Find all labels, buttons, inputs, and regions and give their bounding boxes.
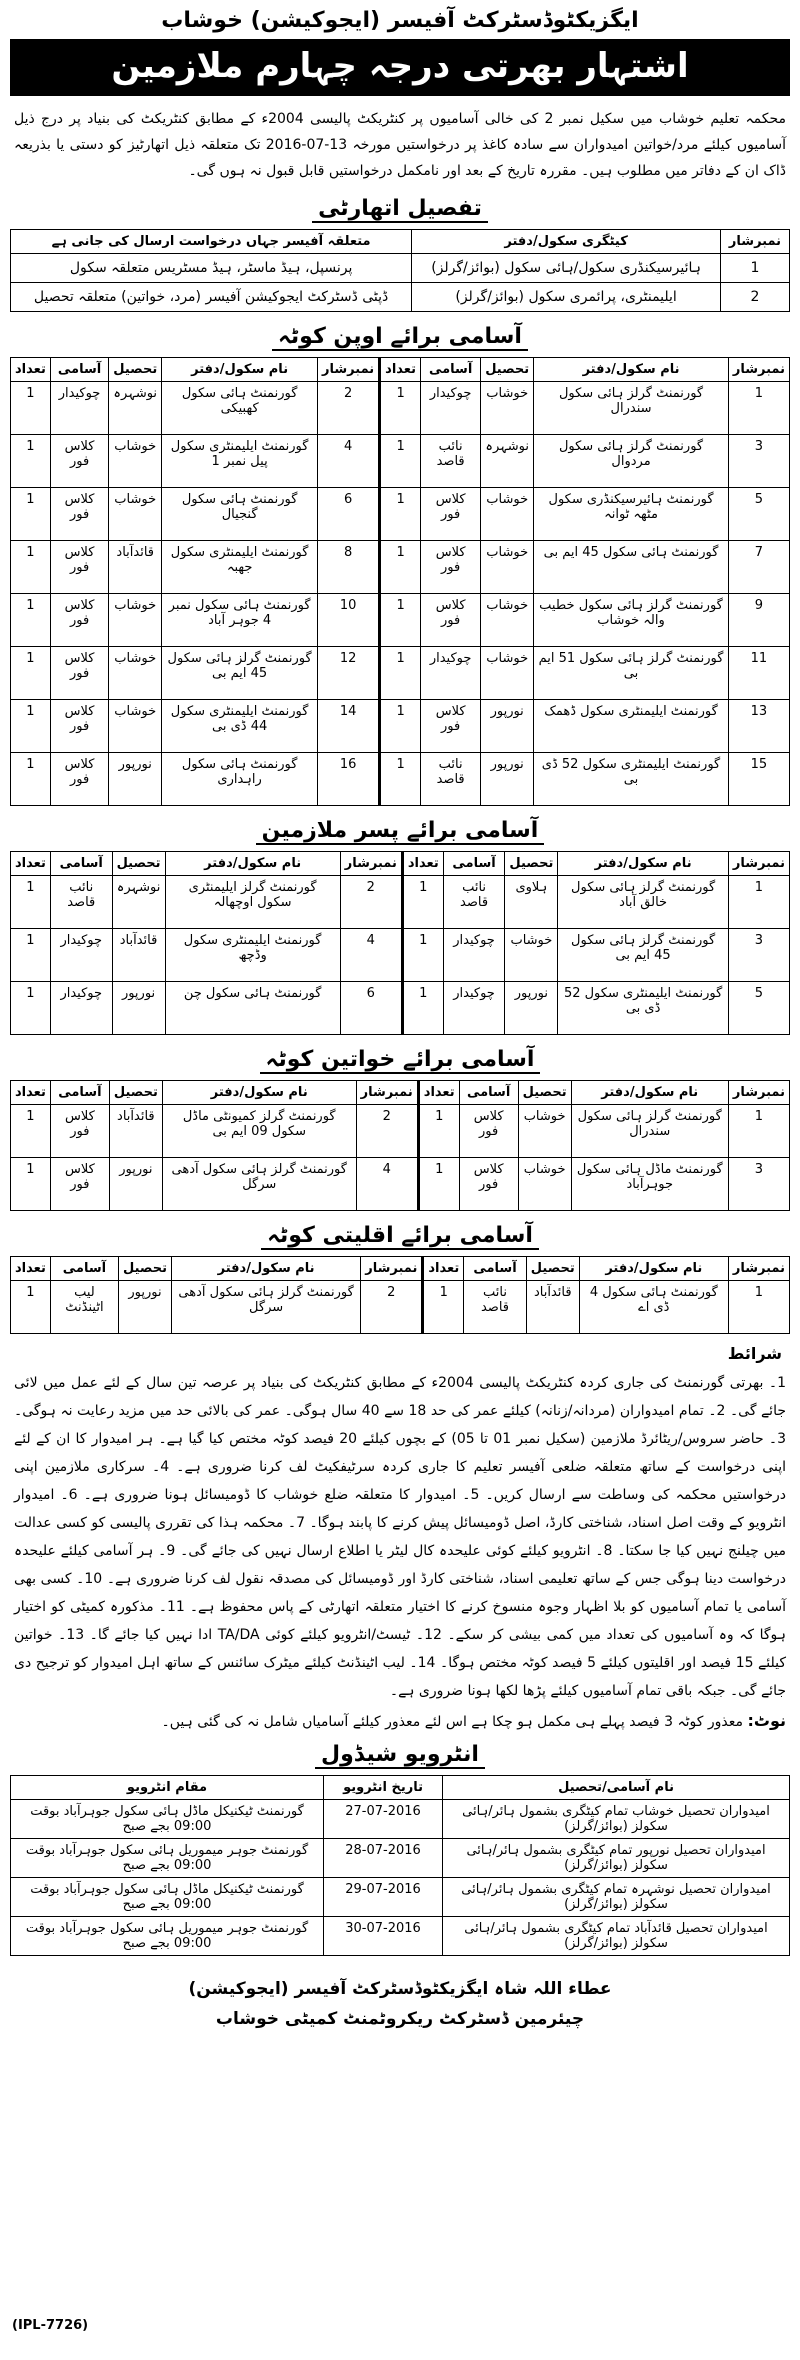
quota-row	[11, 929, 790, 982]
quota-header-cell: نام سکول/دفتر	[571, 1081, 728, 1105]
authority-cell: ہائیرسیکنڈری سکول/ہائی سکول (بوائز/گرلز)	[412, 254, 721, 283]
quota-header-cell: آسامی	[50, 852, 112, 876]
quota-header-cell: آسامی	[443, 852, 505, 876]
quota-cell: کلاس فور	[50, 435, 108, 488]
quota-cell: گورنمنٹ گرلز ہائی سکول آدھی سرگل	[162, 1158, 356, 1211]
quota-cell: 1	[380, 541, 421, 594]
quota-cell: نائب قاصد	[421, 753, 481, 806]
quota-cell: 9	[728, 594, 789, 647]
quota-cell: لیب اٹینڈنٹ	[50, 1281, 118, 1334]
quota-cell: نوشہرہ	[112, 876, 165, 929]
quota-cell: کلاس فور	[50, 647, 108, 700]
quota-cell: ہلاوی	[505, 876, 558, 929]
quota-cell: 1	[11, 1105, 51, 1158]
quota-cell: 3	[728, 1158, 789, 1211]
quota-cell: گورنمنٹ ہائی سکول نمبر 4 جوہر آباد	[162, 594, 318, 647]
quota-row	[11, 876, 790, 929]
quota-header-cell: آسامی	[50, 358, 108, 382]
authority-header-cell: کیٹگری سکول/دفتر	[412, 230, 721, 254]
quota-cell: 1	[11, 488, 51, 541]
schedule-cell: امیدواران تحصیل خوشاب تمام کیٹگری بشمول ہائر/ہائی سکولز (بوائز/گرلز)	[443, 1800, 790, 1839]
open-quota-table	[10, 357, 790, 806]
quota-cell: کلاس فور	[421, 700, 481, 753]
quota-row	[11, 594, 790, 647]
authority-cell: پرنسپل، ہیڈ ماسٹر، ہیڈ مسٹریس متعلقہ سکول	[11, 254, 412, 283]
quota-cell: 1	[728, 876, 789, 929]
authority-table	[10, 229, 790, 312]
quota-cell: 1	[418, 1105, 459, 1158]
quota-cell: کلاس فور	[50, 753, 108, 806]
conditions-text: 1۔ بھرتی گورنمنٹ کی جاری کردہ کنٹریکٹ پالیسی 2004ء کے مطابق کنٹریکٹ کی بنیاد پر عرصہ تین سال کے لئے عمل میں لائی جائے گی۔ 2۔ تمام امیدواران (مردانہ/زنانہ) کیلئے عمر کی حد 18 سے 40 سال ہوگی۔ عمر کی بالائی حد میں مزید رعایت نہ ہوگی۔ 3۔ حاضر سروس/ریٹائرڈ ملازمین (سکیل نمبر 01 تا 05) کے بچوں کیلئے 20 فیصد کوٹہ مختص کیا گیا ہے۔ ہر امیدوار کا ان کے لئے اپنی درخواست کے ساتھ متعلقہ ضلعی آفیسر تعلیم کا جاری کردہ سرٹیفکیٹ لف کرنا ضروری ہے۔ 4۔ سرکاری ملازمین اپنی درخواستیں محکمہ کی وساطت سے ارسال کریں۔ 5۔ امیدوار کا متعلقہ ضلع خوشاب کا ڈومیسائل ہونا ضروری ہے۔ 6۔ امیدوار انٹرویو کے وقت اصل اسناد، شناختی کارڈ، اصل ڈومیسائل پیش کرنے کا پابند ہوگا۔ 7۔ محکمہ ہذا کی تقرری پالیسی کو کسی عدالت میں چیلنج نہیں کیا جا سکتا۔ 8۔ انٹرویو کیلئے کوئی علیحدہ کال لیٹر یا اطلاع ارسال نہیں کی جائے گی۔ 9۔ ہر آسامی کیلئے علیحدہ درخواست دینا ہوگی جس کے ساتھ تعلیمی اسناد، شناختی کارڈ اور ڈومیسائل کی مصدقہ نقول لف کرنا ضروری ہے۔ 10۔ کسی بھی آسامی یا تمام آسامیوں کو بلا اظہار وجوہ منسوخ کرنے کا اختیار متعلقہ اتھارٹی کے پاس محفوظ ہے۔ 11۔ مذکورہ کمیٹی کو اختیار ہوگا کہ وہ آسامیوں کی تعداد میں کمی بیشی کر سکے۔ 12۔ ٹیسٹ/انٹرویو کیلئے کوئی TA/DA ادا نہیں کیا جائے گا۔ 13۔ خواتین کیلئے 15 فیصد اور اقلیتوں کیلئے 5 فیصد کوٹہ مختص ہوگا۔ 14۔ لیب اٹینڈنٹ کیلئے میٹرک سائنس کے ساتھ اہل امیدوار کو ترجیح دی جائے گی۔ جبکہ باقی تمام آسامیوں کیلئے پڑھا لکھا ہونا ضروری ہے۔	[14, 1375, 787, 1699]
quota-header-cell: تعداد	[380, 358, 421, 382]
open-quota-title: آسامی برائے اوپن کوٹہ	[10, 324, 790, 349]
schedule-header-cell: مقام انٹرویو	[11, 1776, 324, 1800]
quota-header-cell: تحصیل	[481, 358, 534, 382]
quota-row	[11, 982, 790, 1035]
quota-header-cell: تحصیل	[112, 852, 165, 876]
schedule-title: انٹرویو شیڈول	[10, 1742, 790, 1767]
minority-quota-table	[10, 1256, 790, 1334]
quota-row	[11, 647, 790, 700]
quota-cell: نائب قاصد	[50, 876, 112, 929]
quota-header-cell: نمبرشار	[728, 1081, 789, 1105]
quota-cell: 1	[728, 1105, 789, 1158]
quota-header-cell: نمبرشار	[728, 1257, 789, 1281]
quota-cell: گورنمنٹ گرلز ہائی سکول خطیب والہ خوشاب	[534, 594, 729, 647]
schedule-row	[11, 1917, 790, 1956]
authority-row	[11, 283, 790, 312]
quota-cell: خوشاب	[481, 594, 534, 647]
quota-cell: 1	[11, 753, 51, 806]
signature-block	[10, 1974, 790, 2034]
authority-cell: ڈپٹی ڈسٹرکٹ ایجوکیشن آفیسر (مرد، خواتین) متعلقہ تحصیل	[11, 283, 412, 312]
quota-header-cell: نام سکول/دفتر	[534, 358, 729, 382]
quota-row	[11, 435, 790, 488]
schedule-cell: 27-07-2016	[324, 1800, 443, 1839]
quota-cell: 3	[728, 929, 789, 982]
quota-cell: 4	[340, 929, 402, 982]
quota-cell: کلاس فور	[459, 1105, 518, 1158]
quota-cell: چوکیدار	[443, 982, 505, 1035]
quota-cell: گورنمنٹ ہائی سکول چن	[165, 982, 340, 1035]
quota-cell: قائدآباد	[526, 1281, 579, 1334]
quota-cell: 2	[340, 876, 402, 929]
quota-cell: 1	[380, 382, 421, 435]
quota-cell: 1	[11, 1281, 51, 1334]
quota-header-cell: آسامی	[421, 358, 481, 382]
quota-header-cell: تحصیل	[518, 1081, 571, 1105]
quota-row	[11, 382, 790, 435]
quota-cell: 1	[11, 435, 51, 488]
quota-cell: خوشاب	[109, 700, 162, 753]
quota-cell: 8	[318, 541, 380, 594]
note-block	[14, 1711, 786, 1730]
quota-cell: 6	[318, 488, 380, 541]
schedule-table	[10, 1775, 790, 1956]
quota-header-cell: تعداد	[418, 1081, 459, 1105]
quota-cell: 1	[11, 876, 51, 929]
quota-cell: 6	[340, 982, 402, 1035]
quota-cell: نوشہرہ	[109, 382, 162, 435]
quota-cell: گورنمنٹ ہائیرسیکنڈری سکول مٹھہ ٹوانہ	[534, 488, 729, 541]
authority-cell: 1	[721, 254, 790, 283]
quota-cell: 4	[356, 1158, 418, 1211]
schedule-cell: 29-07-2016	[324, 1878, 443, 1917]
schedule-cell: 30-07-2016	[324, 1917, 443, 1956]
quota-cell: 1	[11, 700, 51, 753]
quota-cell: نورپور	[505, 982, 558, 1035]
schedule-row	[11, 1878, 790, 1917]
quota-cell: گورنمنٹ ہائی سکول 4 ڈی اے	[579, 1281, 728, 1334]
conditions-block	[14, 1340, 786, 1705]
quota-cell: 1	[11, 541, 51, 594]
quota-cell: چوکیدار	[50, 982, 112, 1035]
quota-cell: گورنمنٹ گرلز ہائی سکول خالق آباد	[558, 876, 728, 929]
quota-cell: خوشاب	[505, 929, 558, 982]
schedule-row	[11, 1800, 790, 1839]
quota-header-cell: نام سکول/دفتر	[162, 1081, 356, 1105]
schedule-header-row	[11, 1776, 790, 1800]
quota-cell: گورنمنٹ ایلیمنٹری سکول پیل نمبر 1	[162, 435, 318, 488]
quota-cell: گورنمنٹ ایلیمنٹری سکول 52 ڈی بی	[534, 753, 729, 806]
quota-header-cell: آسامی	[464, 1257, 527, 1281]
quota-header-row	[11, 1081, 790, 1105]
quota-cell: گورنمنٹ ایلیمنٹری سکول 52 ڈی بی	[558, 982, 728, 1035]
schedule-cell: گورنمنٹ ٹیکنیکل ماڈل ہائی سکول جوہرآباد بوقت 09:00 بجے صبح	[11, 1878, 324, 1917]
quota-cell: قائدآباد	[109, 1105, 162, 1158]
quota-cell: 1	[380, 594, 421, 647]
conditions-heading: شرائط	[727, 1344, 782, 1363]
quota-cell: نائب قاصد	[421, 435, 481, 488]
son-quota-title: آسامی برائے پسر ملازمین	[10, 818, 790, 843]
quota-cell: 4	[318, 435, 380, 488]
schedule-cell: گورنمنٹ جوہر میموریل ہائی سکول جوہرآباد بوقت 09:00 بجے صبح	[11, 1917, 324, 1956]
authority-header-cell: نمبرشار	[721, 230, 790, 254]
advertisement-page	[10, 0, 790, 2034]
authority-cell: ایلیمنٹری، پرائمری سکول (بوائز/گرلز)	[412, 283, 721, 312]
son-quota-table	[10, 851, 790, 1035]
quota-cell: خوشاب	[109, 488, 162, 541]
quota-cell: گورنمنٹ گرلز کمیونٹی ماڈل سکول 09 ایم بی	[162, 1105, 356, 1158]
quota-header-cell: نمبرشار	[728, 358, 789, 382]
quota-header-cell: نمبرشار	[728, 852, 789, 876]
authority-header-cell: متعلقہ آفیسر جہاں درخواست ارسال کی جانی ہے	[11, 230, 412, 254]
quota-cell: 1	[728, 382, 789, 435]
quota-cell: چوکیدار	[421, 647, 481, 700]
quota-cell: 1	[402, 929, 443, 982]
quota-cell: 13	[728, 700, 789, 753]
quota-header-cell: آسامی	[50, 1081, 109, 1105]
quota-cell: گورنمنٹ گرلز ہائی سکول آدھی سرگل	[171, 1281, 360, 1334]
quota-header-row	[11, 1257, 790, 1281]
quota-cell: 15	[728, 753, 789, 806]
quota-cell: 5	[728, 488, 789, 541]
quota-cell: 1	[402, 876, 443, 929]
quota-row	[11, 753, 790, 806]
quota-cell: 1	[380, 647, 421, 700]
quota-row	[11, 1158, 790, 1211]
quota-header-cell: نمبرشار	[318, 358, 380, 382]
quota-cell: خوشاب	[109, 435, 162, 488]
quota-cell: خوشاب	[109, 647, 162, 700]
quota-cell: نائب قاصد	[464, 1281, 527, 1334]
quota-cell: چوکیدار	[50, 382, 108, 435]
schedule-header-cell: تاریخ انٹرویو	[324, 1776, 443, 1800]
quota-cell: خوشاب	[481, 541, 534, 594]
intro-paragraph: محکمہ تعلیم خوشاب میں سکیل نمبر 2 کی خالی آسامیوں پر کنٹریکٹ پالیسی 2004ء کے مطابق کنٹریکٹ کی بنیاد پر درج ذیل آسامیوں کیلئے مرد/خواتین امیدواران سے سادہ کاغذ پر درخواستیں مورخہ 13-07-2016 تک متعلقہ ذیل اتھارٹیز کو دستی یا بذریعہ ڈاک ان کے دفاتر میں مطلوب ہیں۔ مقررہ تاریخ کے بعد اور نامکمل درخواستیں قابل قبول نہ ہوں گی۔	[14, 111, 787, 179]
quota-row	[11, 1281, 790, 1334]
quota-cell: خوشاب	[109, 594, 162, 647]
quota-cell: چوکیدار	[50, 929, 112, 982]
quota-header-cell: نمبرشار	[356, 1081, 418, 1105]
quota-cell: گورنمنٹ ایلیمنٹری سکول ڈھمک	[534, 700, 729, 753]
quota-cell: کلاس فور	[421, 488, 481, 541]
quota-cell: 1	[380, 700, 421, 753]
quota-cell: نورپور	[119, 1281, 172, 1334]
quota-cell: چوکیدار	[443, 929, 505, 982]
schedule-cell: 28-07-2016	[324, 1839, 443, 1878]
quota-row	[11, 700, 790, 753]
office-title: ایگزیکٹوڈسٹرکٹ آفیسر (ایجوکیشن) خوشاب	[161, 8, 639, 33]
schedule-cell: گورنمنٹ ٹیکنیکل ماڈل ہائی سکول جوہرآباد بوقت 09:00 بجے صبح	[11, 1800, 324, 1839]
quota-cell: خوشاب	[518, 1105, 571, 1158]
quota-header-cell: نمبرشار	[340, 852, 402, 876]
quota-cell: 2	[356, 1105, 418, 1158]
schedule-row	[11, 1839, 790, 1878]
quota-cell: چوکیدار	[421, 382, 481, 435]
quota-cell: 1	[11, 929, 51, 982]
quota-cell: گورنمنٹ گرلز ہائی سکول 45 ایم بی	[162, 647, 318, 700]
quota-cell: گورنمنٹ ایلیمنٹری سکول وڈچھ	[165, 929, 340, 982]
quota-header-cell: تحصیل	[505, 852, 558, 876]
quota-cell: گورنمنٹ گرلز ہائی سکول سندرال	[534, 382, 729, 435]
quota-cell: خوشاب	[518, 1158, 571, 1211]
quota-row	[11, 541, 790, 594]
quota-cell: 1	[11, 594, 51, 647]
authority-header-row	[11, 230, 790, 254]
quota-row	[11, 488, 790, 541]
quota-cell: گورنمنٹ ہائی سکول راہداری	[162, 753, 318, 806]
quota-cell: گورنمنٹ گرلز ایلیمنٹری سکول اوچھالہ	[165, 876, 340, 929]
quota-cell: 1	[402, 982, 443, 1035]
schedule-cell: گورنمنٹ جوہر میموریل ہائی سکول جوہرآباد بوقت 09:00 بجے صبح	[11, 1839, 324, 1878]
quota-cell: 11	[728, 647, 789, 700]
quota-cell: 1	[728, 1281, 789, 1334]
quota-cell: 1	[11, 982, 51, 1035]
quota-cell: کلاس فور	[50, 700, 108, 753]
quota-header-cell: تحصیل	[526, 1257, 579, 1281]
quota-cell: خوشاب	[481, 647, 534, 700]
quota-cell: گورنمنٹ ہائی سکول 45 ایم بی	[534, 541, 729, 594]
quota-header-cell: تعداد	[423, 1257, 464, 1281]
quota-cell: کلاس فور	[421, 594, 481, 647]
schedule-cell: امیدواران تحصیل نورپور تمام کیٹگری بشمول ہائر/ہائی سکولز (بوائز/گرلز)	[443, 1839, 790, 1878]
quota-cell: گورنمنٹ ہائی سکول کھبیکی	[162, 382, 318, 435]
signatory-name: عطاء اللہ شاہ ایگزیکٹوڈسٹرکٹ آفیسر (ایجوکیشن)	[188, 1979, 612, 1999]
quota-cell: نورپور	[109, 1158, 162, 1211]
quota-cell: کلاس فور	[421, 541, 481, 594]
quota-cell: 1	[418, 1158, 459, 1211]
quota-cell: نورپور	[109, 753, 162, 806]
quota-cell: 1	[380, 435, 421, 488]
quota-cell: گورنمنٹ گرلز ہائی سکول سندرال	[571, 1105, 728, 1158]
quota-cell: 1	[11, 647, 51, 700]
quota-cell: نورپور	[481, 753, 534, 806]
quota-cell: 1	[11, 1158, 51, 1211]
schedule-header-cell: نام آسامی/تحصیل	[443, 1776, 790, 1800]
quota-cell: نورپور	[112, 982, 165, 1035]
ad-banner: اشتہار بھرتی درجہ چہارم ملازمین	[10, 39, 790, 96]
quota-cell: 16	[318, 753, 380, 806]
authority-title: تفصیل اتھارٹی	[10, 196, 790, 221]
quota-cell: گورنمنٹ ہائی سکول گنجیال	[162, 488, 318, 541]
quota-cell: خوشاب	[481, 382, 534, 435]
quota-header-cell: تعداد	[11, 1257, 51, 1281]
quota-cell: گورنمنٹ گرلز ہائی سکول 51 ایم بی	[534, 647, 729, 700]
quota-header-cell: نام سکول/دفتر	[171, 1257, 360, 1281]
quota-cell: کلاس فور	[50, 1158, 109, 1211]
quota-header-cell: نام سکول/دفتر	[558, 852, 728, 876]
quota-header-cell: آسامی	[50, 1257, 118, 1281]
quota-header-cell: تعداد	[11, 1081, 51, 1105]
quota-cell: 2	[361, 1281, 423, 1334]
quota-header-row	[11, 852, 790, 876]
quota-cell: 5	[728, 982, 789, 1035]
note-label: نوٹ:	[747, 1711, 786, 1730]
ipl-code: (IPL-7726)	[12, 2318, 89, 2333]
quota-cell: کلاس فور	[50, 488, 108, 541]
quota-cell: 1	[380, 488, 421, 541]
quota-header-cell: نام سکول/دفتر	[162, 358, 318, 382]
quota-header-cell: تعداد	[402, 852, 443, 876]
quota-header-cell: آسامی	[459, 1081, 518, 1105]
quota-header-cell: تحصیل	[109, 1081, 162, 1105]
quota-header-row	[11, 358, 790, 382]
women-quota-title: آسامی برائے خواتین کوٹہ	[10, 1047, 790, 1072]
minority-quota-title: آسامی برائے اقلیتی کوٹہ	[10, 1223, 790, 1248]
quota-cell: نائب قاصد	[443, 876, 505, 929]
quota-cell: قائدآباد	[109, 541, 162, 594]
quota-cell: 1	[423, 1281, 464, 1334]
quota-cell: کلاس فور	[459, 1158, 518, 1211]
quota-cell: کلاس فور	[50, 541, 108, 594]
quota-cell: کلاس فور	[50, 594, 108, 647]
quota-cell: 12	[318, 647, 380, 700]
quota-header-cell: تحصیل	[109, 358, 162, 382]
schedule-cell: امیدواران تحصیل قائدآباد تمام کیٹگری بشمول ہائر/ہائی سکولز (بوائز/گرلز)	[443, 1917, 790, 1956]
signatory-title: چیئرمین ڈسٹرکٹ ریکروٹمنٹ کمیٹی خوشاب	[215, 2009, 585, 2029]
quota-cell: گورنمنٹ گرلز ہائی سکول 45 ایم بی	[558, 929, 728, 982]
quota-header-cell: نام سکول/دفتر	[165, 852, 340, 876]
quota-cell: 14	[318, 700, 380, 753]
quota-cell: گورنمنٹ گرلز ہائی سکول مردوال	[534, 435, 729, 488]
schedule-cell: امیدواران تحصیل نوشہرہ تمام کیٹگری بشمول ہائر/ہائی سکولز (بوائز/گرلز)	[443, 1878, 790, 1917]
quota-header-cell: تعداد	[11, 358, 51, 382]
quota-cell: 7	[728, 541, 789, 594]
quota-cell: خوشاب	[481, 488, 534, 541]
quota-header-cell: نام سکول/دفتر	[579, 1257, 728, 1281]
quota-cell: گورنمنٹ ایلیمنٹری سکول جھبہ	[162, 541, 318, 594]
quota-cell: 1	[11, 382, 51, 435]
quota-cell: نوشہرہ	[481, 435, 534, 488]
women-quota-table	[10, 1080, 790, 1211]
quota-cell: 3	[728, 435, 789, 488]
quota-header-cell: تحصیل	[119, 1257, 172, 1281]
authority-row	[11, 254, 790, 283]
quota-cell: نورپور	[481, 700, 534, 753]
authority-cell: 2	[721, 283, 790, 312]
quota-cell: گورنمنٹ ماڈل ہائی سکول جوہرآباد	[571, 1158, 728, 1211]
quota-cell: گورنمنٹ ایلیمنٹری سکول 44 ڈی بی	[162, 700, 318, 753]
quota-cell: 2	[318, 382, 380, 435]
quota-cell: 10	[318, 594, 380, 647]
quota-cell: 1	[380, 753, 421, 806]
quota-row	[11, 1105, 790, 1158]
quota-cell: قائدآباد	[112, 929, 165, 982]
note-text: معذور کوٹہ 3 فیصد پہلے ہی مکمل ہو چکا ہے اس لئے معذور کیلئے آسامیاں شامل نہ کی گئی ہیں۔	[161, 1714, 744, 1730]
quota-header-cell: تعداد	[11, 852, 51, 876]
quota-cell: کلاس فور	[50, 1105, 109, 1158]
quota-header-cell: نمبرشار	[361, 1257, 423, 1281]
